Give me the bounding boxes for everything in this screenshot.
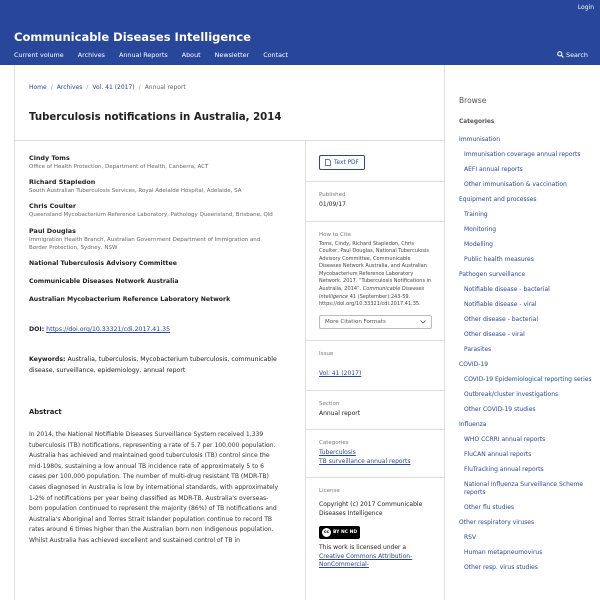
sidebar-category[interactable]: Other respiratory viruses: [459, 519, 535, 526]
organisation-author: Australian Mycobacterium Reference Laboratory Network: [29, 296, 231, 304]
sidebar-category[interactable]: Influenza: [459, 421, 487, 428]
breadcrumb-home[interactable]: Home: [29, 84, 47, 91]
sidebar-subcategory[interactable]: FluCAN annual reports: [464, 451, 532, 458]
more-citation-formats-dropdown[interactable]: [319, 315, 432, 329]
author-affiliation: South Australian Tuberculosis Services, Royal Adelaide Hospital, Adelaide, SA: [29, 188, 242, 195]
text-pdf-button[interactable]: [319, 155, 365, 170]
citation-main: Toms, Cindy, Richard Stapledon, Chris Coulter, Paul Douglas, National Tuberculosis Advisory Committee, Communicable Diseases Network Australia, and Australian Mycobacterium Reference Laboratory Network. 2017. “Tuberculosis Notifications in Australia, 2014”.: [319, 240, 432, 293]
published-date: 01/09/17: [319, 201, 346, 208]
search-icon: [557, 51, 564, 58]
main-content: [14, 65, 445, 600]
sidebar-category[interactable]: Pathogen surveillance: [459, 271, 526, 278]
main-nav: [14, 51, 288, 59]
categories-section: [305, 430, 445, 478]
author-name: Cindy Toms: [29, 154, 70, 162]
sidebar-subcategory[interactable]: Notifiable disease - viral: [464, 301, 537, 308]
author: [29, 154, 279, 171]
article-details-column: [305, 141, 445, 581]
sidebar-subcategory[interactable]: Immunisation coverage annual reports: [464, 151, 581, 158]
sidebar-subcategory[interactable]: Other disease - viral: [464, 331, 525, 338]
sidebar-subcategory[interactable]: WHO CCRRI annual reports: [464, 436, 546, 443]
author-name: Paul Douglas: [29, 226, 76, 235]
abstract-heading: Abstract: [29, 408, 62, 417]
sidebar-subcategory[interactable]: National Influenza Surveillance Scheme reports: [464, 481, 584, 496]
category-link[interactable]: Tuberculosis: [319, 449, 356, 457]
sidebar-category[interactable]: Immunisation: [459, 136, 501, 143]
issue-link[interactable]: Vol. 41 (2017): [319, 369, 362, 377]
author: [29, 202, 279, 219]
citation-journal: Communicable Diseases Intelligence: [319, 286, 425, 300]
citation-text: [319, 241, 432, 309]
sidebar-subcategory[interactable]: Other resp. virus studies: [464, 564, 538, 571]
chevron-down-icon: [420, 320, 426, 324]
sidebar-subcategory[interactable]: FluTracking annual reports: [464, 466, 544, 473]
sidebar-subcategory[interactable]: Other COVID-19 studies: [464, 406, 536, 413]
doi-label: DOI:: [29, 326, 45, 334]
sidebar-subcategory[interactable]: Training: [464, 211, 488, 218]
site-title[interactable]: Communicable Diseases Intelligence: [14, 30, 251, 44]
sidebar-subcategory[interactable]: Notifiable disease - bacterial: [464, 286, 550, 293]
nav-current-volume[interactable]: Current volume: [14, 51, 64, 59]
login-link[interactable]: Login: [577, 4, 594, 11]
nav-archives[interactable]: Archives: [77, 51, 105, 59]
galley-section: [305, 141, 445, 182]
section-label: Section: [319, 400, 340, 407]
sidebar-subcategory[interactable]: Outbreak/cluster investigations: [464, 391, 559, 398]
category-link[interactable]: TB surveillance annual reports: [319, 457, 411, 465]
license-text: [319, 544, 432, 570]
how-to-cite-label: How to Cite: [319, 231, 351, 238]
cc-icon: cc: [323, 530, 330, 536]
categories-label: Categories: [319, 440, 349, 447]
nav-about[interactable]: About: [181, 51, 201, 59]
sidebar-subcategory[interactable]: COVID-19 Epidemiological reporting series: [464, 376, 592, 383]
doi-row: [29, 326, 279, 333]
section-value: Annual report: [319, 409, 361, 417]
keywords: [29, 355, 279, 376]
breadcrumb-separator: /: [50, 84, 53, 91]
sidebar-subcategory[interactable]: Other immunisation & vaccination: [464, 181, 567, 188]
search-label: Search: [566, 51, 588, 59]
sidebar-category[interactable]: Equipment and processes: [459, 196, 537, 203]
organisation-author: National Tuberculosis Advisory Committee: [29, 260, 177, 268]
doi-link[interactable]: https://doi.org/10.33321/cdi.2017.41.35: [46, 326, 171, 334]
browse-heading: Browse: [459, 96, 487, 105]
author-name: Chris Coulter: [29, 202, 76, 211]
cc-badge-text: BY NC ND: [333, 530, 358, 536]
sidebar: [446, 65, 600, 600]
category-list: [459, 136, 594, 579]
citation-tail: 41 (September):243-59. https://doi.org/10.33321/cdi.2017.41.35.: [319, 293, 421, 308]
license-label: License: [319, 488, 340, 495]
sidebar-subcategory[interactable]: Other flu studies: [464, 504, 515, 511]
author-name: Richard Stapledon: [29, 178, 96, 187]
sidebar-category[interactable]: COVID-19: [459, 361, 489, 368]
nav-annual-reports[interactable]: Annual Reports: [118, 51, 168, 59]
text-pdf-label: Text PDF: [334, 159, 359, 166]
sidebar-subcategory[interactable]: Monitoring: [464, 226, 497, 233]
sidebar-subcategory[interactable]: AEFI annual reports: [464, 166, 523, 173]
breadcrumb-separator: /: [138, 84, 141, 91]
author: [29, 227, 279, 252]
author-affiliation: Office of Health Protection, Department of Health, Canberra, ACT: [29, 164, 209, 170]
sidebar-subcategory[interactable]: RSV: [464, 534, 477, 541]
author-affiliation: Queensland Mycobacterium Reference Laboratory, Pathology Queensland, Brisbane, Qld: [29, 212, 273, 219]
sidebar-subcategory[interactable]: Human metapneumovirus: [464, 549, 543, 556]
issue-label: Issue: [319, 350, 334, 357]
author: [29, 178, 279, 195]
site-header: [0, 0, 600, 65]
license-link[interactable]: Creative Commons Attribution-NonCommercial-: [319, 552, 413, 569]
article-main-column: [29, 154, 279, 547]
breadcrumb-archives[interactable]: Archives: [56, 84, 83, 91]
author-affiliation: Immigration Health Branch, Australian Government Department of Immigration and Border Protection, Sydney, NSW: [29, 236, 261, 251]
organisation-author: Communicable Diseases Network Australia: [29, 278, 179, 286]
sidebar-subcategory[interactable]: Other disease - bacterial: [464, 316, 539, 323]
license-section: [305, 478, 445, 581]
published-section: [305, 182, 445, 222]
sidebar-subcategory[interactable]: Public health measures: [464, 256, 534, 263]
categories-heading: Categories: [459, 119, 495, 125]
sidebar-subcategory[interactable]: Parasites: [464, 346, 492, 353]
pdf-file-icon: [325, 159, 331, 166]
how-to-cite-section: [305, 222, 445, 341]
breadcrumb-volume[interactable]: Vol. 41 (2017): [92, 84, 135, 91]
article-title: Tuberculosis notifications in Australia, 2014: [29, 112, 282, 123]
license-intro: This work is licensed under a: [319, 544, 407, 552]
abstract-text: In 2014, the National Notifiable Diseases Surveillance System received 1,339 tuberculosis (TB) notifications, representing a rate of 5.7 per 100,000 population. Australia has achieved and maintained good tuberculosis (TB) control since the mid-1980s, sustaining a low annual TB incidence rate of approximately 5 to 6 cases per 100,000 population. The number of multi-drug resistant TB (MDR-TB) cases diagnosed in Australia is low by international standards, with approximately 1-2% of notifications per year being classified as MDR-TB. Australia's overseas-born population continued to represent the majority (86%) of TB notifications and Australia's Aboriginal and Torres Strait Islander population continue to record TB rates around 6 times higher than the Australian born non Indigenous population. Whilst Australia has achieved excellent and sustained control of TB in: [29, 431, 279, 544]
keywords-label: Keywords:: [29, 356, 66, 364]
nav-contact[interactable]: Contact: [263, 51, 289, 59]
breadcrumb-current: Annual report: [144, 84, 186, 91]
keywords-value: Australia, tuberculosis, Mycobacterium tuberculosis, communicable disease, surveillance, epidemiology, annual report: [29, 356, 277, 374]
creative-commons-badge[interactable]: [319, 526, 360, 539]
more-citation-formats-label: More Citation Formats: [325, 318, 386, 325]
search-link[interactable]: [557, 51, 588, 59]
breadcrumb-separator: /: [86, 84, 89, 91]
issue-section: [305, 341, 445, 391]
copyright-text: Copyright (c) 2017 Communicable Diseases Intelligence: [319, 501, 423, 517]
published-label: Published: [319, 192, 346, 198]
sidebar-subcategory[interactable]: Modelling: [464, 241, 493, 248]
nav-newsletter[interactable]: Newsletter: [214, 51, 250, 59]
breadcrumb: [29, 84, 186, 91]
section-section: [305, 391, 445, 431]
